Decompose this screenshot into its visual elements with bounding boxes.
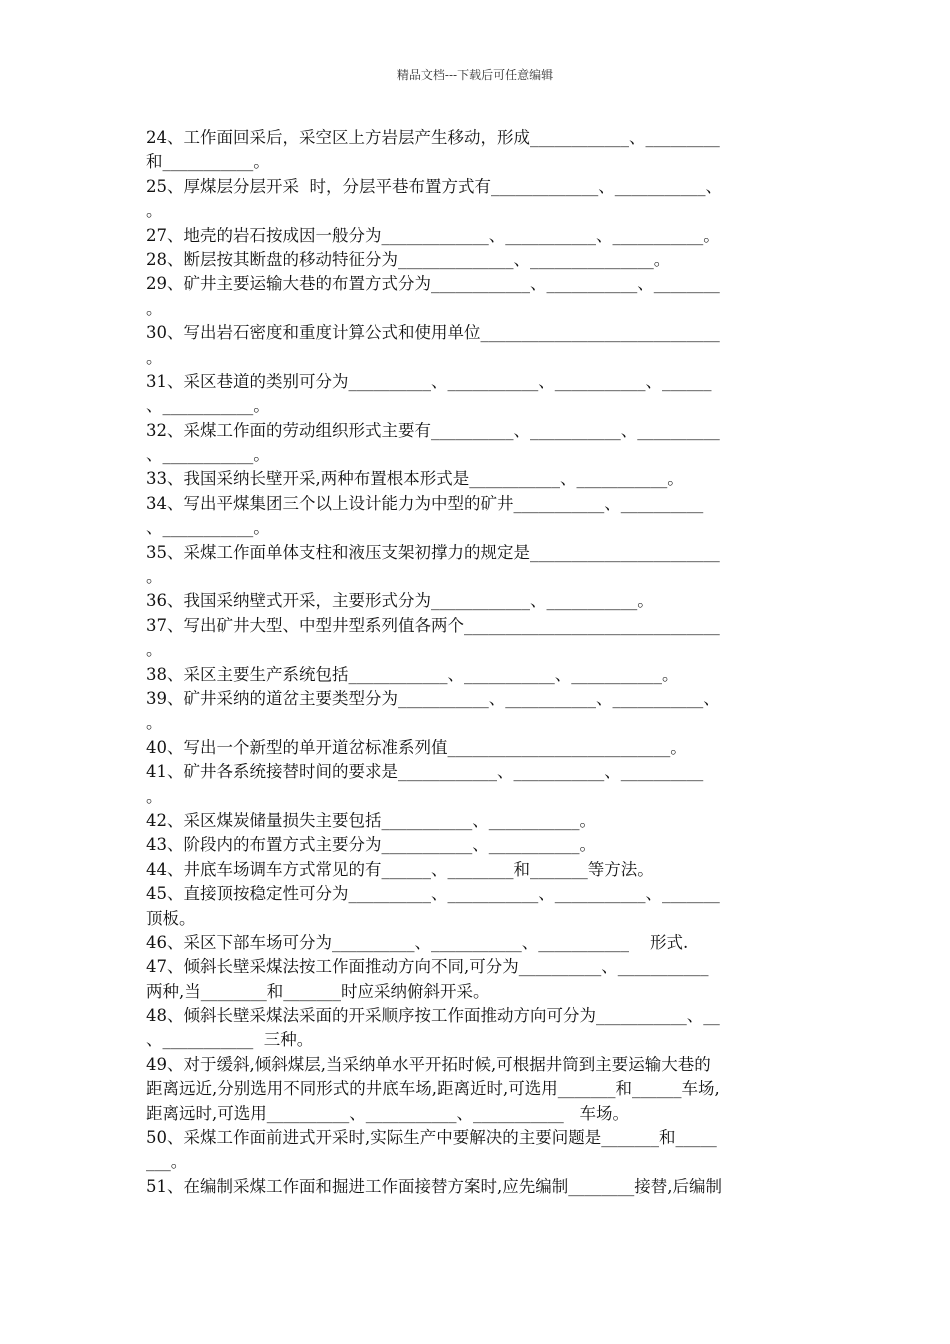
question-line: 46、采区下部车场可分为__________、___________、___________ 形式. (146, 932, 689, 952)
question-line: 24、工作面回采后，采空区上方岩层产生移动，形成____________、_________ (146, 128, 720, 147)
question-line: 25、厚煤层分层开采 时，分层平巷布置方式有_____________、___________、 (146, 176, 722, 196)
question-line: 、___________。 (146, 445, 270, 465)
question-line: 35、采煤工作面单体支柱和液压支架初撑力的规定是_______________________ (146, 542, 720, 562)
question-line: 36、我国采纳壁式开采，主要形式分为____________、___________。 (146, 591, 654, 611)
question-line: 。 (146, 201, 163, 221)
question-line: 44、井底车场调车方式常见的有______、________和_______等方法。 (146, 859, 654, 879)
question-line: 距离远时,可选用__________、___________、___________ 车场。 (146, 1103, 629, 1123)
question-line: 50、采煤工作面前进式开采时,实际生产中要解决的主要问题是_______和_____ (146, 1128, 717, 1148)
question-line: 42、采区煤炭储量损失主要包括___________、___________。 (146, 810, 596, 830)
question-line: 。 (146, 298, 163, 318)
question-line: 。 (146, 640, 163, 660)
question-line: 38、采区主要生产系统包括____________、___________、___________。 (146, 664, 679, 684)
question-line: 45、直接顶按稳定性可分为__________、___________、___________、_______ (146, 884, 720, 904)
question-line: 30、写出岩石密度和重度计算公式和使用单位_____________________________ (146, 323, 720, 343)
question-line: 、___________ 三种。 (146, 1030, 314, 1050)
question-line: 29、矿井主要运输大巷的布置方式分为____________、___________、________ (146, 274, 720, 294)
question-line: 、___________。 (146, 396, 270, 416)
question-line: 、___________。 (146, 518, 270, 538)
question-line: 39、矿井采纳的道岔主要类型分为___________、___________、___________、 (146, 688, 720, 708)
question-line: 两种,当________和_______时应采纳俯斜开采。 (146, 981, 490, 1001)
question-line: 32、采煤工作面的劳动组织形式主要有__________、___________、__________ (146, 420, 720, 440)
question-line: 40、写出一个新型的单开道岔标准系列值___________________________。 (146, 737, 687, 757)
question-line: 27、地壳的岩石按成因一般分为_____________、___________、___________。 (146, 225, 720, 245)
question-line: 28、断层按其断盘的移动特征分为______________、_______________。 (146, 249, 671, 269)
question-line: 和___________。 (146, 152, 270, 172)
question-line: 。 (146, 713, 163, 733)
question-line: 37、写出矿井大型、中型井型系列值各两个_______________________________ (146, 615, 720, 635)
question-line: 49、对于缓斜,倾斜煤层,当采纳单水平开拓时候,可根据井筒到主要运输大巷的 (146, 1054, 711, 1074)
question-line: 34、写出平煤集团三个以上设计能力为中型的矿井___________、__________ (146, 493, 704, 513)
question-line: 51、在编制采煤工作面和掘进工作面接替方案时,应先编制________接替,后编制 (146, 1176, 722, 1196)
question-line: 41、矿井各系统接替时间的要求是____________、___________、__________ (146, 762, 704, 782)
question-line: 47、倾斜长壁采煤法按工作面推动方向不同,可分为__________、___________ (146, 957, 709, 977)
question-line: 。 (146, 347, 163, 367)
question-line: 43、阶段内的布置方式主要分为___________、___________。 (146, 835, 596, 855)
question-line: 。 (146, 567, 163, 587)
page-header: 精品文档---下载后可任意编辑 (396, 68, 554, 82)
question-line: 顶板。 (146, 908, 196, 928)
question-line: 距离远近,分别选用不同形式的井底车场,距离近时,可选用_______和______车场, (146, 1079, 720, 1099)
question-line: ___。 (146, 1152, 188, 1172)
question-line: 。 (146, 786, 163, 806)
question-list (146, 126, 808, 1199)
question-line: 48、倾斜长壁采煤法采面的开采顺序按工作面推动方向可分为___________、__ (146, 1006, 720, 1026)
question-line: 33、我国采纳长壁开采,两种布置根本形式是___________、___________。 (146, 469, 684, 489)
question-line: 31、采区巷道的类别可分为__________、___________、___________、______ (146, 371, 712, 391)
